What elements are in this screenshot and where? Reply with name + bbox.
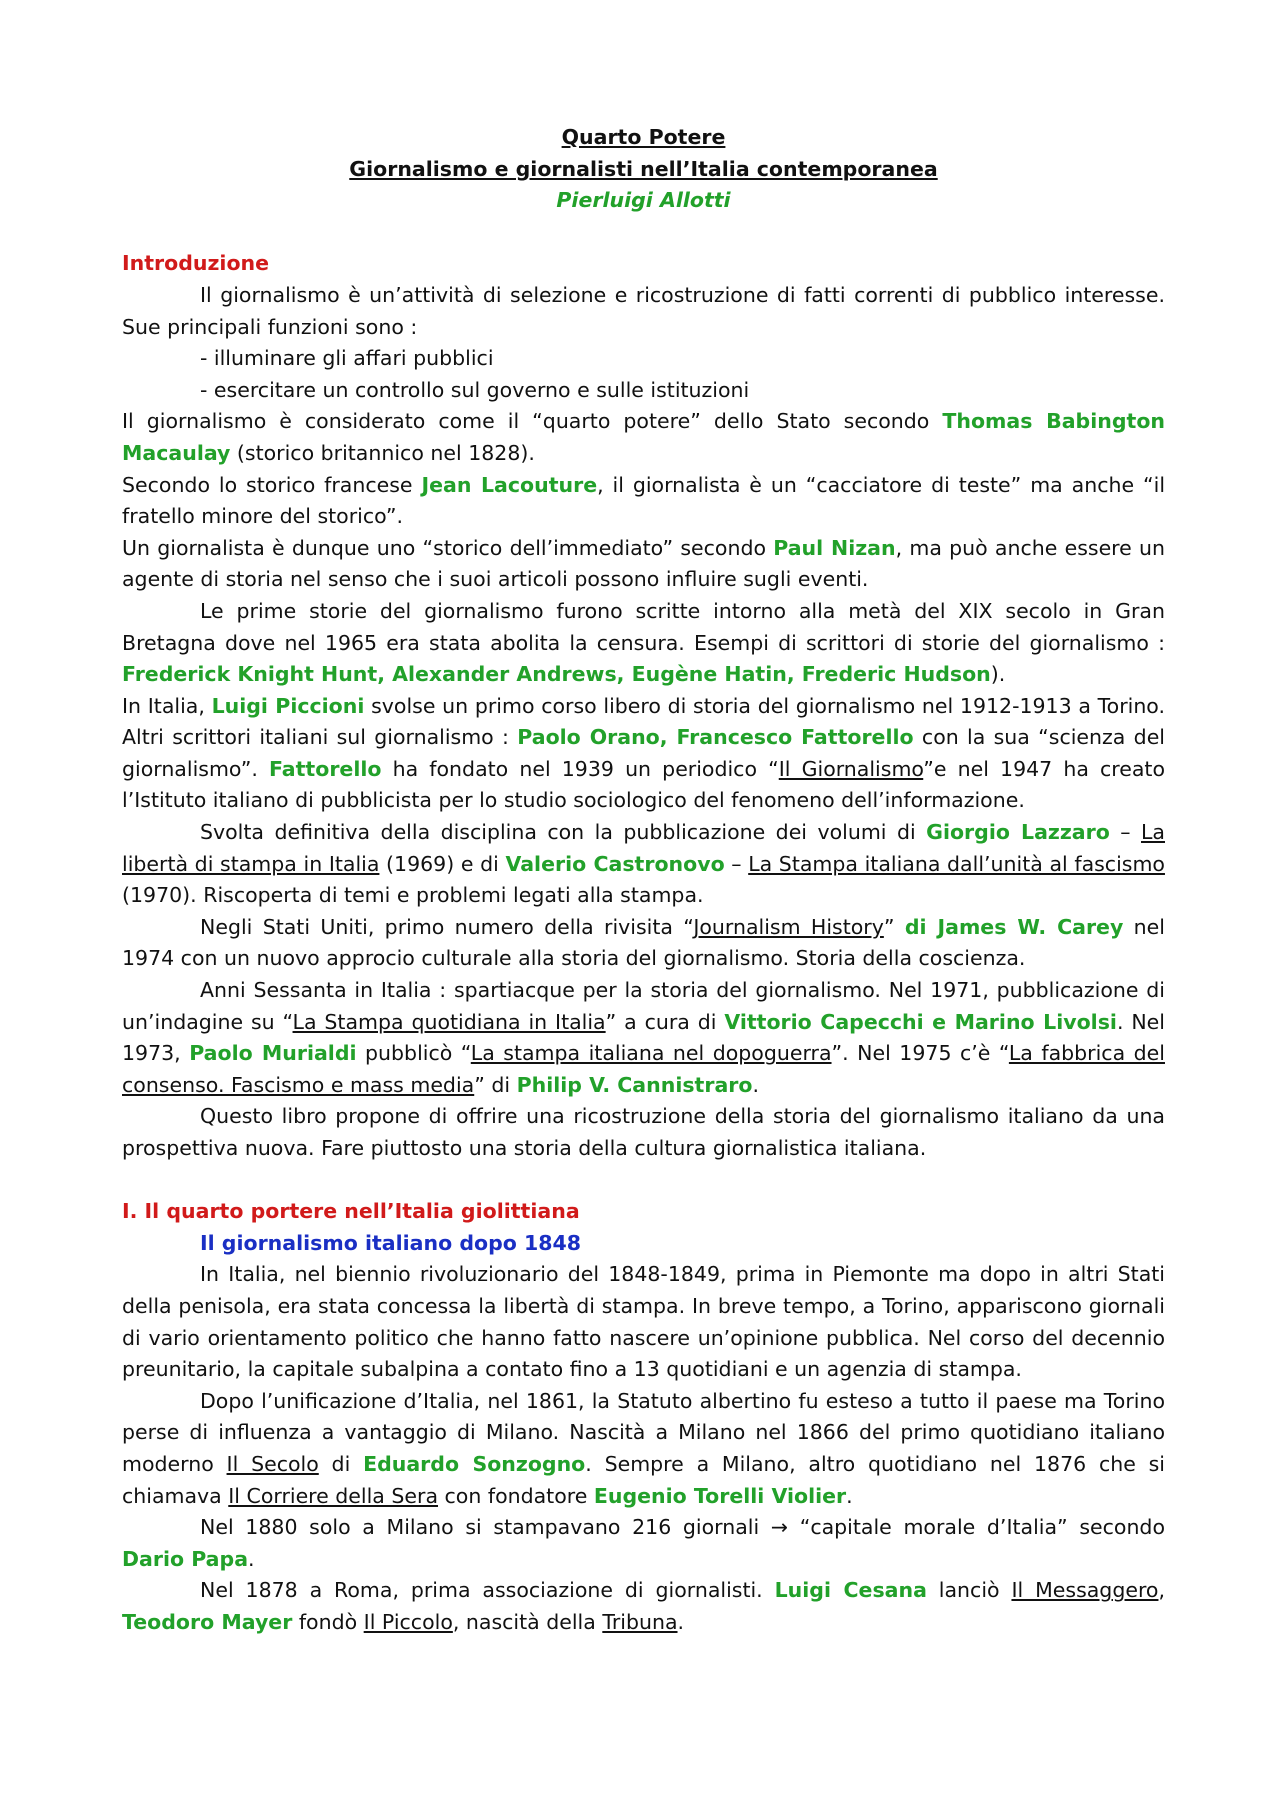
text-run: ). bbox=[990, 662, 1006, 687]
paragraph bbox=[122, 817, 1165, 912]
text-run: . bbox=[752, 1072, 760, 1097]
text-run: pubblicò “ bbox=[356, 1041, 471, 1066]
document-author: Pierluigi Allotti bbox=[556, 188, 731, 213]
spacer bbox=[122, 1165, 1165, 1197]
underlined-title: Il Piccolo bbox=[363, 1609, 453, 1634]
paragraph bbox=[122, 470, 1165, 533]
list-item: - esercitare un controllo sul governo e sulle istituzioni bbox=[200, 377, 750, 402]
document-subtitle: Giornalismo e giornalisti nell’Italia contemporanea bbox=[349, 156, 938, 181]
underlined-title: Il Messaggero bbox=[1011, 1578, 1159, 1603]
text-run: svolse un primo corso libero di storia del giornalismo nel 1912-1913 a Torino. Altri scrittori italiani sul giornalismo : bbox=[122, 693, 1166, 750]
paragraph bbox=[122, 406, 1165, 469]
highlighted-name: Eduardo Sonzogno bbox=[363, 1451, 586, 1476]
text-run: – bbox=[1109, 820, 1142, 845]
text-run: . bbox=[846, 1483, 853, 1508]
text-run: Nel 1878 a Roma, prima associazione di giornalisti. bbox=[200, 1578, 775, 1603]
text-run: nel 1974 con un nuovo approcio culturale alla storia del giornalismo. Storia della coscienza. bbox=[122, 914, 1165, 971]
text-run: ” bbox=[883, 914, 905, 939]
text-run: ”e nel 1947 ha creato l’Istituto italiano di pubblicista per lo studio sociologico del fenomeno dell’informazione. bbox=[122, 756, 1166, 813]
text-run: con la sua “scienza del giornalismo”. bbox=[122, 725, 1165, 781]
paragraph bbox=[122, 912, 1165, 975]
highlighted-name: Thomas Babington Macaulay bbox=[122, 409, 1165, 465]
text-run: – bbox=[724, 851, 749, 876]
section-heading-chapter-1: I. Il quarto portere nell’Italia giolittiana bbox=[122, 1199, 580, 1224]
paragraph bbox=[122, 1101, 1165, 1164]
text-run: (storico britannico nel 1828). bbox=[230, 440, 535, 465]
text-run: ” di bbox=[474, 1072, 517, 1097]
text-run: Secondo lo storico francese bbox=[122, 472, 422, 497]
text-run: , ma può anche essere un agente di storia nel senso che i suoi articoli possono influire sugli eventi. bbox=[122, 535, 1166, 592]
text-run: (1969) e di bbox=[379, 851, 506, 876]
text-run: Il giornalismo è un’attività di selezione e ricostruzione di fatti correnti di pubblico interesse. Sue principali funzioni sono : bbox=[122, 282, 1165, 339]
text-run: . bbox=[677, 1609, 685, 1634]
highlighted-name: di James W. Carey bbox=[904, 914, 1124, 939]
paragraph bbox=[122, 1575, 1165, 1638]
text-run: Svolta definitiva della disciplina con la pubblicazione dei volumi di bbox=[200, 820, 927, 845]
underlined-title: Il Giornalismo bbox=[778, 756, 924, 781]
text-run: Un giornalista è dunque uno “storico dell’immediato” secondo bbox=[122, 535, 774, 560]
text-run: Le prime storie del giornalismo furono scritte intorno alla metà del XIX secolo in Gran Bretagna dove nel 1965 era stata abolita la censura. Esempi di scrittori di storie del giornalismo : bbox=[122, 598, 1165, 655]
text-run: (1970). Riscoperta di temi e problemi legati alla stampa. bbox=[122, 883, 704, 908]
text-run: In Italia, bbox=[122, 693, 212, 718]
underlined-title: Il Corriere della Sera bbox=[228, 1483, 439, 1508]
text-run: lanciò bbox=[926, 1578, 1012, 1603]
underlined-title: La libertà di stampa in Italia bbox=[122, 820, 1165, 876]
highlighted-name: Luigi Piccioni bbox=[211, 693, 365, 718]
highlighted-name: Paolo Murialdi bbox=[189, 1041, 357, 1066]
highlighted-name: Valerio Castronovo bbox=[505, 851, 725, 876]
text-run: ”. Nel 1975 c’è “ bbox=[831, 1041, 1009, 1066]
text-run: . Sempre a Milano, altro quotidiano nel 1876 che si chiamava bbox=[122, 1451, 1165, 1508]
highlighted-name: Dario Papa bbox=[122, 1546, 249, 1571]
text-run: ha fondato nel 1939 un periodico “ bbox=[381, 756, 779, 781]
highlighted-name: Philip V. Cannistraro bbox=[516, 1072, 753, 1097]
subsection-heading: Il giornalismo italiano dopo 1848 bbox=[200, 1230, 582, 1255]
highlighted-name: Paul Nizan bbox=[773, 535, 896, 560]
text-run: In Italia, nel biennio rivoluzionario del 1848-1849, prima in Piemonte ma dopo in altri Stati della penisola, era stata concessa la libertà di stampa. In breve tempo, a Torino, appariscono giornali di vario orientamento politico che hanno fatto nascere un’opinione pubblica. Nel corso del decennio preunitario, la capitale subalpina a contato fino a 13 quotidiani e un agenzia di stampa. bbox=[122, 1262, 1165, 1382]
text-run: con fondatore bbox=[438, 1483, 594, 1508]
highlighted-name: Teodoro Mayer bbox=[122, 1609, 293, 1634]
text-run: fondò bbox=[292, 1609, 364, 1634]
paragraph bbox=[122, 1512, 1165, 1575]
text-run: Nel 1880 solo a Milano si stampavano 216 giornali → “capitale morale d’Italia” secondo bbox=[200, 1515, 1165, 1540]
text-run: Questo libro propone di offrire una ricostruzione della storia del giornalismo italiano da una prospettiva nuova. Fare piuttosto una storia della cultura giornalistica italiana. bbox=[122, 1104, 1165, 1160]
text-run: , il giornalista è un “cacciatore di teste” ma anche “il fratello minore del storico”. bbox=[122, 472, 1166, 529]
text-run: . bbox=[248, 1546, 255, 1571]
highlighted-name: Giorgio Lazzaro bbox=[926, 820, 1110, 845]
spacer bbox=[122, 217, 1165, 249]
underlined-title: Journalism History bbox=[693, 914, 884, 939]
list-item: - illuminare gli affari pubblici bbox=[200, 346, 494, 371]
highlighted-name: Luigi Cesana bbox=[774, 1578, 927, 1603]
highlighted-name: Frederick Knight Hunt, Alexander Andrews, Eugène Hatin, Frederic Hudson bbox=[122, 662, 991, 687]
text-run: , nascità della bbox=[452, 1609, 603, 1634]
text-run: Il giornalismo è considerato come il “quarto potere” dello Stato secondo bbox=[122, 409, 943, 434]
highlighted-name: Eugenio Torelli Violier bbox=[593, 1483, 847, 1508]
highlighted-name: Vittorio Capecchi e Marino Livolsi bbox=[724, 1009, 1117, 1034]
text-run: ” a cura di bbox=[605, 1009, 725, 1034]
text-run: Negli Stati Uniti, primo numero della rivisita “ bbox=[200, 914, 694, 939]
section-heading-introduzione: Introduzione bbox=[122, 251, 270, 276]
text-run: Anni Sessanta in Italia : spartiacque per la storia del giornalismo. Nel 1971, pubblicazione di un’indagine su “ bbox=[122, 978, 1165, 1034]
underlined-title: La stampa italiana nel dopoguerra bbox=[470, 1041, 832, 1066]
text-run: , bbox=[1158, 1578, 1165, 1603]
highlighted-name: Paolo Orano, Francesco Fattorello bbox=[517, 725, 914, 750]
paragraph bbox=[122, 691, 1165, 817]
highlighted-name: Jean Lacouture bbox=[421, 472, 598, 497]
underlined-title: La fabbrica del consenso. Fascismo e mass media bbox=[122, 1041, 1165, 1097]
underlined-title: La Stampa italiana dall’unità al fascismo bbox=[748, 851, 1165, 876]
paragraph bbox=[122, 1259, 1165, 1385]
text-run: Dopo l’unificazione d’Italia, nel 1861, la Statuto albertino fu esteso a tutto il paese ma Torino perse di influenza a vantaggio di Milano. Nascità a Milano nel 1866 del primo quotidiano italiano moderno bbox=[122, 1388, 1165, 1476]
paragraph bbox=[122, 533, 1165, 596]
highlighted-name: Fattorello bbox=[269, 756, 382, 781]
text-run: di bbox=[318, 1451, 364, 1476]
paragraph bbox=[122, 975, 1165, 1101]
underlined-title: La Stampa quotidiana in Italia bbox=[292, 1009, 606, 1034]
paragraph bbox=[122, 280, 1165, 343]
underlined-title: Il Secolo bbox=[226, 1451, 319, 1476]
paragraph bbox=[122, 596, 1165, 691]
paragraph bbox=[122, 1386, 1165, 1512]
document-title: Quarto Potere bbox=[561, 125, 726, 149]
underlined-title: Tribuna bbox=[602, 1609, 678, 1634]
text-run: . Nel 1973, bbox=[122, 1009, 1165, 1066]
